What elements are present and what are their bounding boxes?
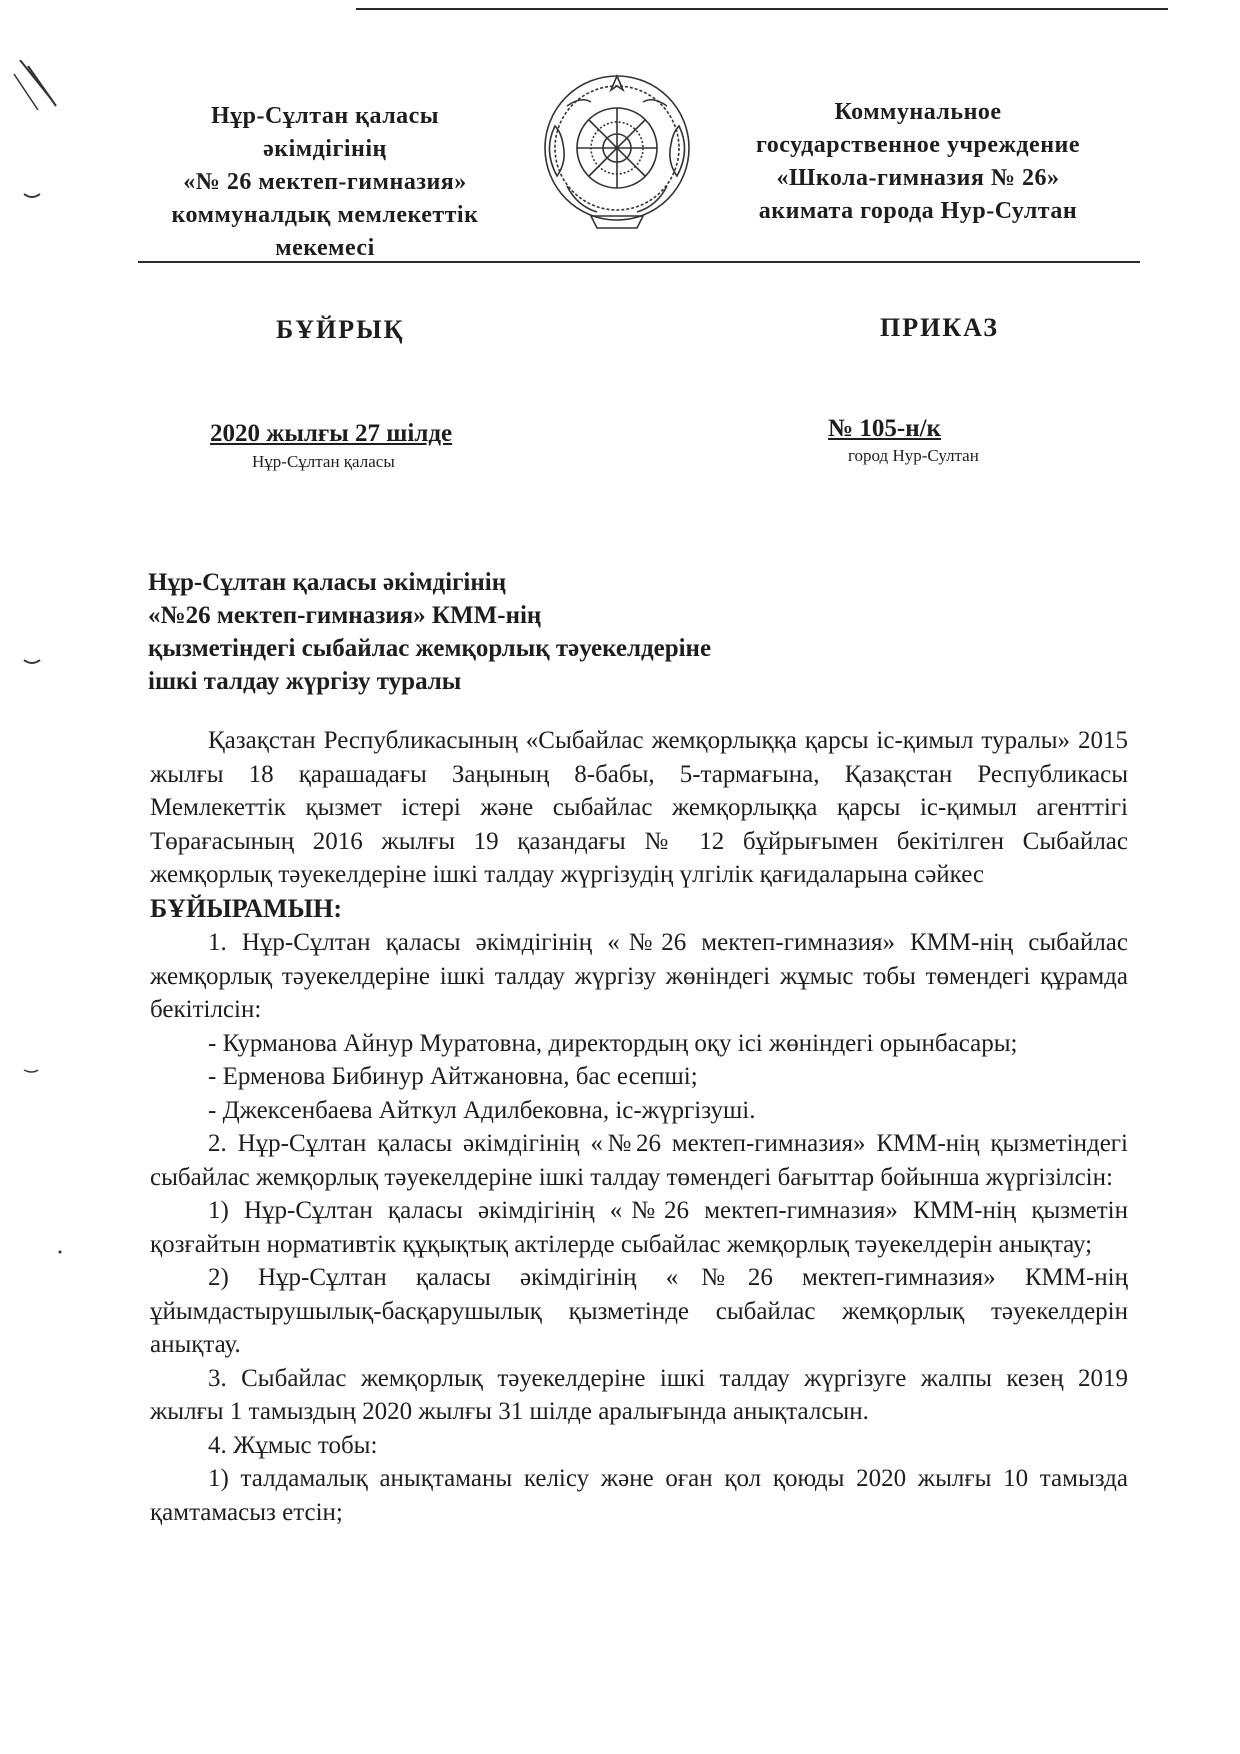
header-ru-line: «Школа-гимназия № 26» [776, 165, 1060, 191]
order-number: № 105-н/к [828, 415, 941, 442]
header-ru-line: государственное учреждение [755, 132, 1080, 158]
header-kz-line: «№ 26 мектеп-гимназия» [183, 169, 467, 195]
header-kz-line: мекемесі [275, 235, 375, 261]
header-divider [138, 261, 1140, 263]
header-kz-line: Нұр-Сұлтан қаласы [210, 103, 440, 129]
order-subject [148, 566, 868, 698]
order-body [150, 724, 1128, 1529]
order-place-kz: Нұр-Сұлтан қаласы [252, 452, 395, 471]
order-title-kz: БҰЙРЫҚ [276, 315, 405, 344]
clause-paragraph: - Джексенбаева Айткул Адилбековна, іс-жүргізуші. [208, 1096, 756, 1124]
clause-paragraph: 4. Жұмыс тобы: [208, 1431, 378, 1459]
header-kazakh [135, 100, 515, 265]
subject-line: «№26 мектеп-гимназия» КММ-нің [148, 602, 542, 629]
subject-line: Нұр-Сұлтан қаласы әкімдігінің [148, 569, 507, 596]
clause-paragraph: 1) талдамалық анықтаманы келісу және оған қол қоюды 2020 жылғы 10 тамызда қамтамасыз етсін; [150, 1465, 1128, 1526]
clause-paragraph: 1) Нұр-Сұлтан қаласы әкімдігінің «№26 мектеп-гимназия» КММ-нің қызметін қозғайтын нормативтік құқықтық актілерде сыбайлас жемқорлық тәуекелдерін анықтау; [150, 1197, 1128, 1258]
order-title-ru: ПРИКАЗ [880, 313, 1000, 342]
order-date: 2020 жылғы 27 шілде [210, 420, 453, 447]
order-place-ru: город Нур-Султан [848, 446, 979, 465]
header-kz-line: коммуналдық мемлекеттік [171, 202, 479, 228]
clause-paragraph: - Ерменова Бибинур Айтжановна, бас есепші; [208, 1063, 698, 1090]
scan-artifact-marks [8, 60, 78, 1260]
orders-colon: : [333, 893, 343, 923]
kazakhstan-state-emblem-icon [537, 66, 697, 236]
clause-paragraph: 1. Нұр-Сұлтан қаласы әкімдігінің «№26 мектеп-гимназия» КММ-нің сыбайлас жемқорлық тәуекелдеріне ішкі талдау жүргізу жөніндегі жұмыс тобы төмендегі құрамда бекітілсін: [150, 929, 1128, 1023]
header-ru-line: акимата города Нур-Султан [758, 198, 1078, 224]
header-russian [718, 96, 1118, 228]
subject-line: қызметіндегі сыбайлас жемқорлық тәуекелдеріне [148, 635, 712, 662]
header-ru-line: Коммунальное [834, 99, 1002, 125]
clause-paragraph: 2) Нұр-Сұлтан қаласы әкімдігінің «№26 мектеп-гимназия» КММ-нің ұйымдастырушылық-басқарушылық қызметінде сыбайлас жемқорлық тәуекелдерін анықтау. [150, 1264, 1128, 1358]
header-kz-line: әкімдігінің [263, 136, 387, 162]
clause-paragraph: 3. Сыбайлас жемқорлық тәуекелдеріне ішкі талдау жүргізуге жалпы кезең 2019 жылғы 1 тамыздың 2020 жылғы 31 шілде аралығында анықталсын. [150, 1364, 1128, 1425]
preamble-paragraph [150, 724, 1128, 926]
subject-line: ішкі талдау жүргізу туралы [148, 668, 462, 695]
preamble-text: Қазақстан Республикасының «Сыбайлас жемқорлыққа қарсы іс-қимыл туралы» 2015 жылғы 18 қарашадағы Заңының 8-бабы, 5-тармағына, Қазақстан Республикасы Мемлекеттік қызмет істері және сыбайлас жемқорлыққа қарсы іс-қимыл агенттігі Төрағасының 2016 жылғы 19 қазандағы № 12 бұйрығымен бекітілген Сыбайлас жемқорлық тәуекелдеріне ішкі талдау жүргізудің үлгілік қағидаларына сәйкес [150, 727, 1128, 888]
orders-word: БҰЙЫРАМЫН [150, 893, 334, 923]
top-scan-rule [356, 8, 1168, 10]
clause-paragraph: 2. Нұр-Сұлтан қаласы әкімдігінің «№26 мектеп-гимназия» КММ-нің қызметіндегі сыбайлас жемқорлық тәуекелдеріне ішкі талдау төмендегі бағыттар бойынша жүргізілсін: [150, 1130, 1128, 1191]
clause-paragraph: - Курманова Айнур Муратовна, директордың оқу ісі жөніндегі орынбасары; [208, 1029, 1018, 1057]
